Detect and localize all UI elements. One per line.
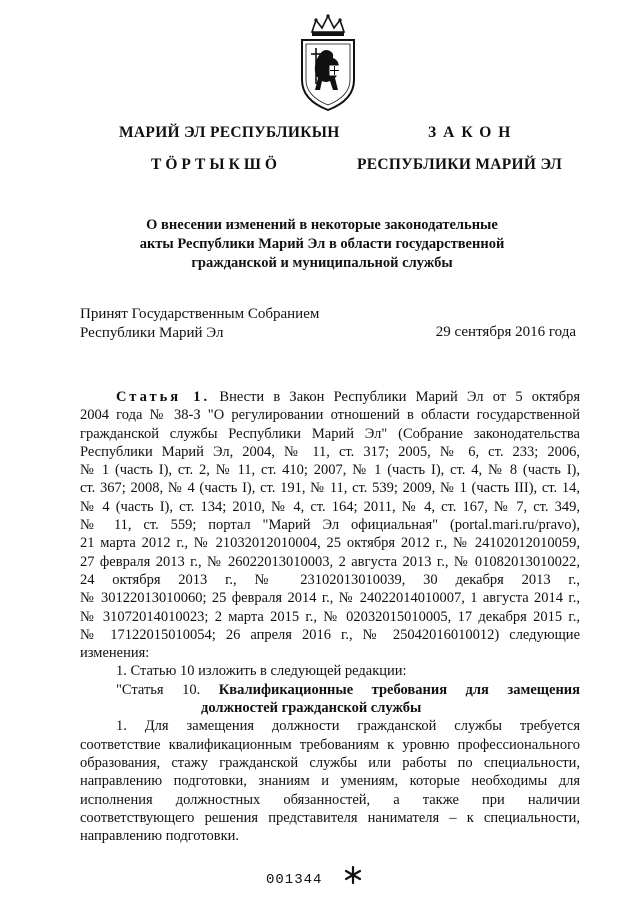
title-line: О внесении изменений в некоторые законодательные xyxy=(146,217,498,233)
document-title xyxy=(80,216,564,273)
body-line: 1. Для замещения должности гражданской службы требуется xyxy=(116,718,580,735)
article1-first-line xyxy=(80,388,580,406)
body-line: № 4 (часть I), ст. 134; 2010, № 4, ст. 164; 2011, № 4, ст. 167, № 7, ст. 349, xyxy=(80,498,580,515)
body-line: 2004 года № 38-З "О регулировании отношений в области государственной xyxy=(80,407,580,424)
asterisk-icon xyxy=(344,866,362,884)
body-line: ст. 367; 2008, № 4 (часть I), ст. 191, № 11, ст. 539; 2009, № 1 (часть III), ст. 14, xyxy=(80,480,580,497)
header-left-line1: МАРИЙ ЭЛ РЕСПУБЛИКЫН xyxy=(119,124,340,141)
article1-first-line-text: Внести в Закон Республики Марий Эл от 5 октября xyxy=(219,389,580,405)
body-line: 21 марта 2012 г., № 21032012010004, 25 октября 2012 г., № 24102012010059, xyxy=(80,535,580,552)
item-1: 1. Статью 10 изложить в следующей редакции: xyxy=(116,663,407,680)
body-line: 27 февраля 2013 г., № 26022013010003, 2 августа 2013 г., № 01082013010022, xyxy=(80,553,580,570)
body-line: соответствующего решения представителя нанимателя – к специальности, xyxy=(80,809,580,826)
body-line: № 30122013010060; 25 февраля 2014 г., № 24022014010007, 1 августа 2014 г., xyxy=(80,590,580,607)
coat-of-arms-icon xyxy=(296,14,360,112)
body-line: изменения: xyxy=(80,645,150,662)
adoption-statement xyxy=(80,305,319,343)
body-line: соответствие квалификационным требованиям к уровню профессионального xyxy=(80,736,580,753)
title-line: акты Республики Марий Эл в области государственной xyxy=(139,236,505,252)
article1-heading: Статья 1. xyxy=(116,389,211,405)
adoption-line1: Принят Государственным Собранием xyxy=(80,306,320,322)
body-line: № 17122015010054; 26 апреля 2016 г., № 25042016010012) следующие xyxy=(80,626,580,643)
body-line: Республики Марий Эл, 2004, № 11, ст. 317; 2005, № 6, ст. 233; 2006, xyxy=(80,443,580,460)
body-line: 24 октября 2013 г., № 23102013010039, 30 декабря 2013 г., xyxy=(80,571,580,588)
body-line: исполнения должностных обязанностей, а также при наличии xyxy=(80,791,580,808)
header-right-line2: РЕСПУБЛИКИ МАРИЙ ЭЛ xyxy=(357,156,563,173)
body-line: направлению подготовки. xyxy=(80,828,240,845)
body-line: образования, стажу гражданской службы или работы по специальности, xyxy=(80,754,580,771)
body-line: № 1 (часть I), ст. 2, № 11, ст. 410; 2007, № 1 (часть I), ст. 4, № 8 (часть I), xyxy=(80,462,580,479)
title-line: гражданской и муниципальной службы xyxy=(191,255,453,271)
header-right-line1: ЗАКОН xyxy=(428,124,518,141)
document-body xyxy=(80,388,580,845)
adoption-line2: Республики Марий Эл xyxy=(80,325,224,341)
article10-heading-line1 xyxy=(80,681,580,699)
article10-heading-text: Квалификационные требования для замещения xyxy=(218,681,580,698)
body-line: № 11, ст. 559; портал "Марий Эл официальная" (portal.mari.ru/pravo), xyxy=(80,517,580,534)
article10-heading-line2: должностей гражданской службы xyxy=(201,700,422,717)
document-number: 001344 xyxy=(266,872,323,888)
body-line: гражданской службы Республики Марий Эл" (Собрание законодательства xyxy=(80,425,580,442)
article10-prefix: "Статья 10. xyxy=(116,681,201,698)
header-left-line2: ТӦРТЫКШӦ xyxy=(151,156,281,173)
adoption-date: 29 сентября 2016 года xyxy=(435,324,576,340)
body-line: направлению подготовки, знаниям и умениям, которые необходимы для xyxy=(80,773,580,790)
body-line: № 31072014010023; 2 марта 2015 г., № 02032015010005, 17 декабря 2015 г., xyxy=(80,608,580,625)
